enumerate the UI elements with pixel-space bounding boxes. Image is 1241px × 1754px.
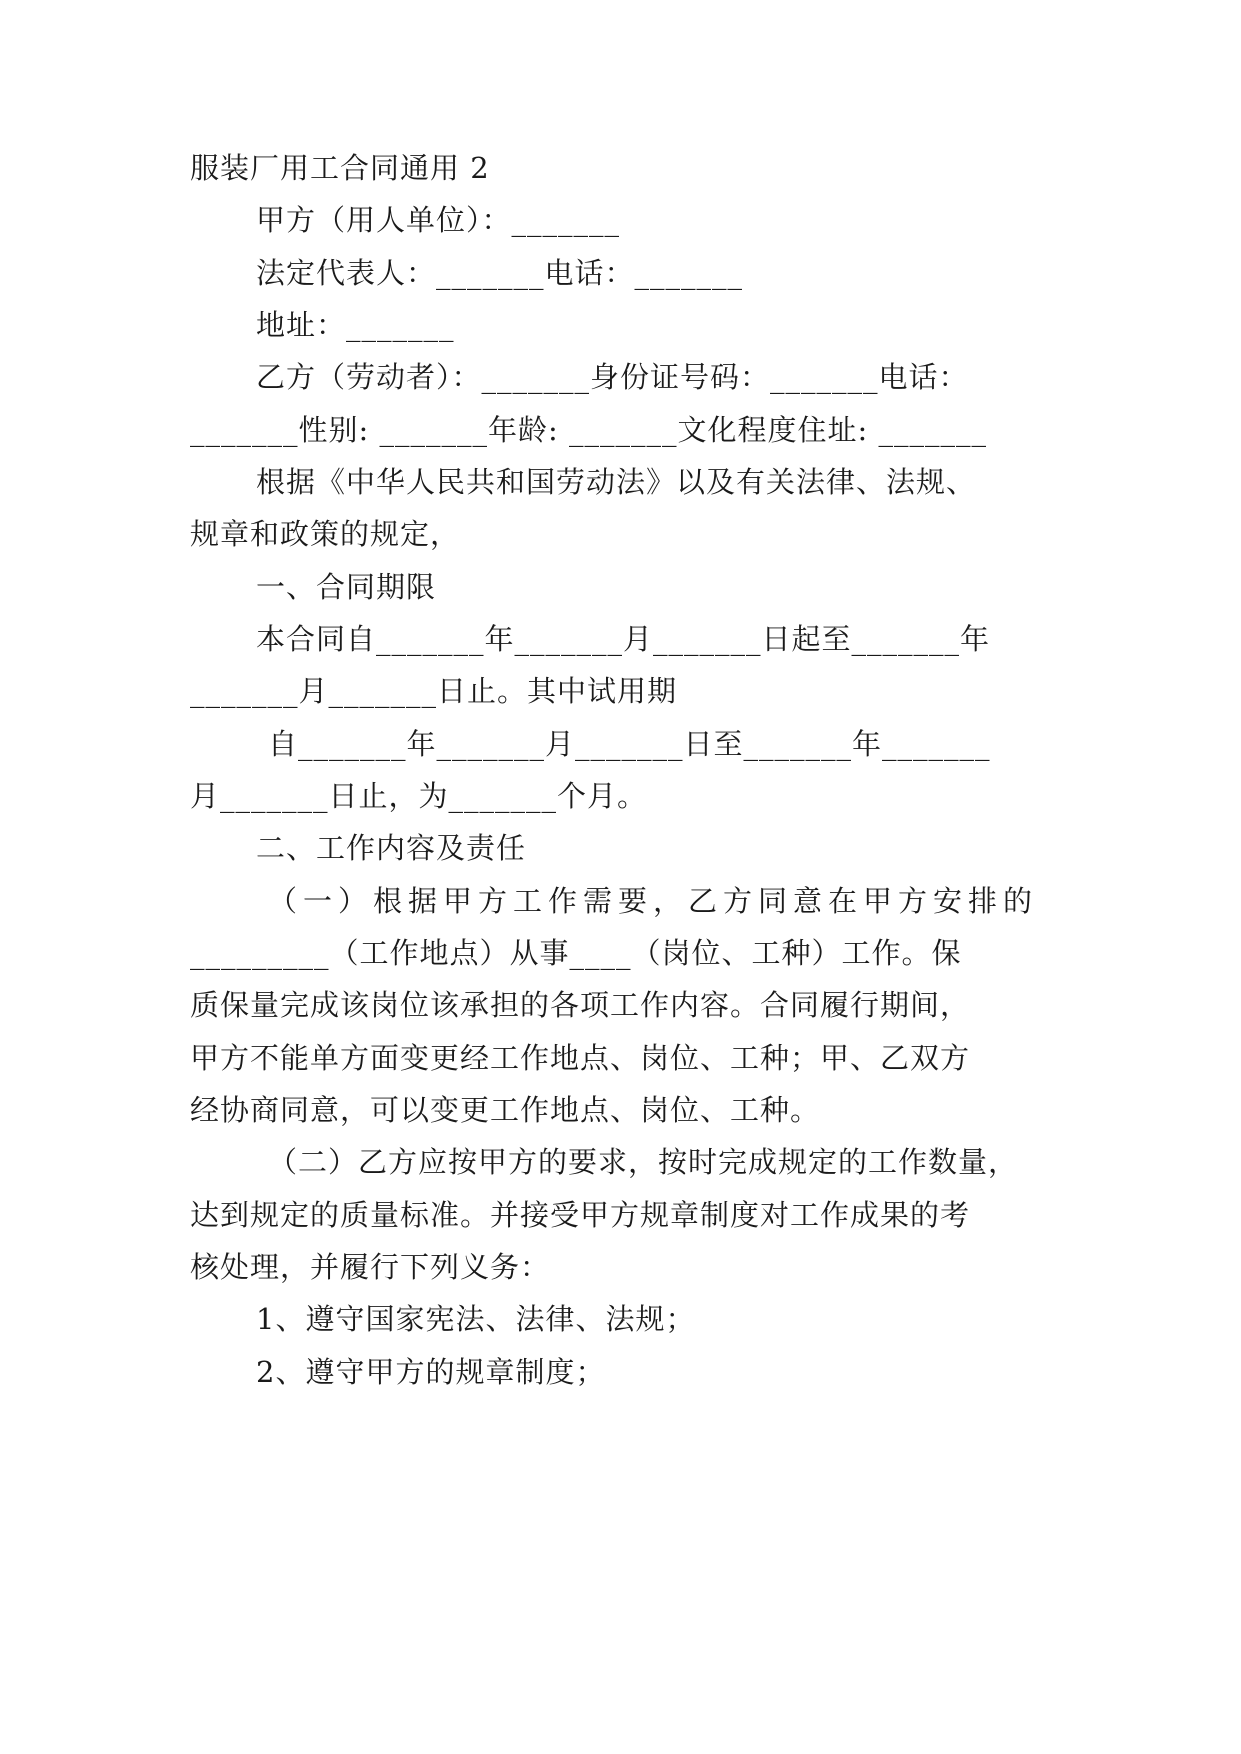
paragraph-line: _________（工作地点）从事____（岗位、工种）工作。保 [190,936,962,970]
paragraph-line: 达到规定的质量标准。并接受甲方规章制度对工作成果的考 [190,1198,971,1232]
paragraph-line: 经协商同意，可以变更工作地点、岗位、工种。 [190,1093,821,1127]
paragraph-line: 月_______日止，为_______个月。 [190,779,648,813]
party-b-details-line: _______性别: _______年龄: _______文化程度住址: _______ [190,413,987,447]
paragraph-line: 质保量完成该岗位该承担的各项工作内容。合同履行期间， [190,988,971,1022]
document-title: 服装厂用工合同通用 2 [190,151,490,185]
paragraph-line: （二）乙方应按甲方的要求，按时完成规定的工作数量， [268,1145,1019,1179]
paragraph-line: 根据《中华人民共和国劳动法》以及有关法律、法规、 [256,465,977,499]
paragraph-line: （一）根据甲方工作需要，乙方同意在甲方安排的 [268,884,1039,918]
section-heading: 一、合同期限 [256,570,437,604]
list-item: 1、遵守国家宪法、法律、法规； [256,1302,696,1336]
legal-rep-line: 法定代表人：_______电话：_______ [256,256,744,290]
paragraph-line: 甲方不能单方面变更经工作地点、岗位、工种；甲、乙双方 [190,1041,971,1075]
party-b-line: 乙方（劳动者）：_______身份证号码：_______电话： [256,360,969,394]
paragraph-line: 自_______年_______月_______日至_______年_______ [268,727,991,761]
paragraph-line: _______月_______日止。其中试用期 [190,674,678,708]
party-a-line: 甲方（用人单位）：_______ [256,203,621,237]
address-line: 地址：_______ [256,308,455,342]
paragraph-line: 规章和政策的规定， [190,517,461,551]
paragraph-line: 本合同自_______年_______月_______日起至_______年 [256,622,991,656]
list-item: 2、遵守甲方的规章制度； [256,1355,606,1389]
paragraph-line: 核处理，并履行下列义务： [190,1250,551,1284]
section-heading: 二、工作内容及责任 [256,831,527,865]
